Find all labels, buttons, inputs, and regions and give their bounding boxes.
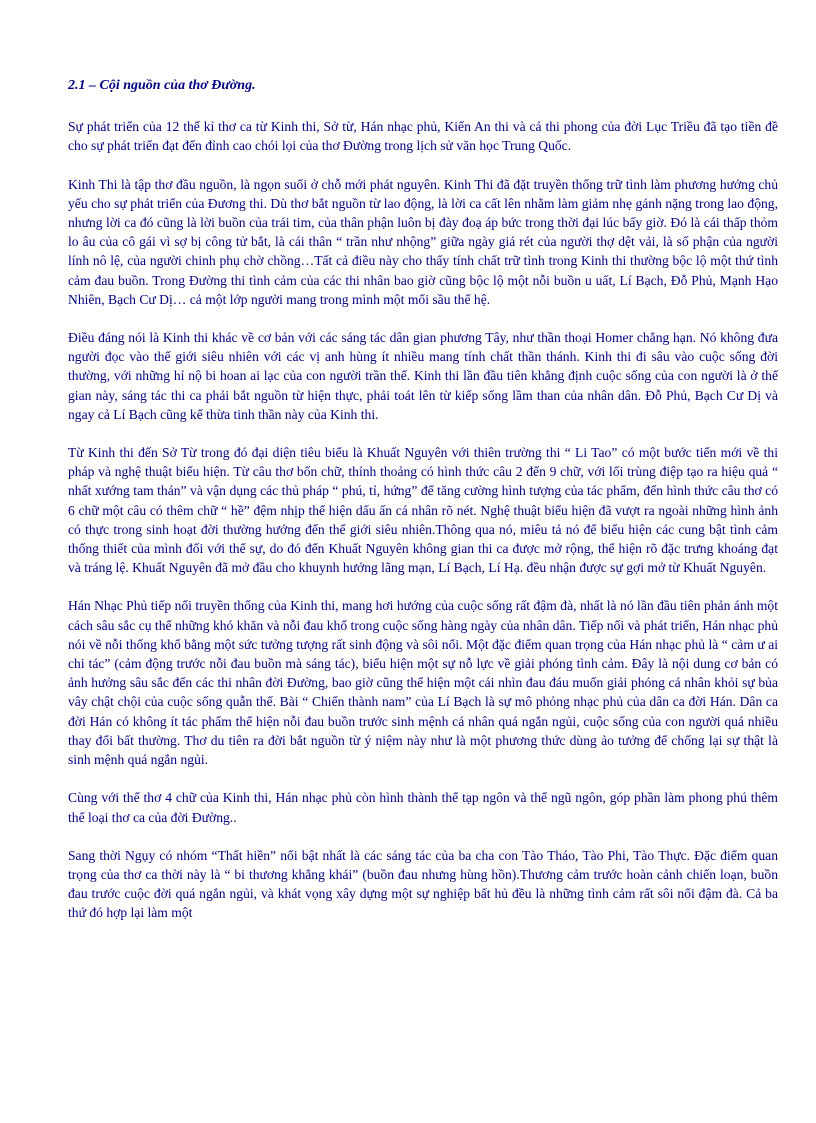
- paragraph-origins-overview: Sự phát triển của 12 thế kỉ thơ ca từ Kinh thi, Sở từ, Hán nhạc phủ, Kiến An thi và cả thi phong của đời Lục Triều đã tạo tiền đề cho sự phát triển đạt đến đỉnh cao chói lọi của thơ Đường trong lịch sử văn học Trung Quốc.: [68, 119, 778, 154]
- paragraph-kinh-thi-vs-west: Điều đáng nói là Kinh thi khác về cơ bản với các sáng tác dân gian phương Tây, như thần thoại Homer chẳng hạn. Nó không đưa người đọc vào thế giới siêu nhiên với các vị anh hùng ít nhiều mang tính chất thần thánh. Kinh thi đi sâu vào cuộc sống đời thường, với những hỉ nộ bi hoan ai lạc của con người trần thế. Kinh thi lần đầu tiên khẳng định cuộc sống của con người là ở thế gian này, sáng tác thi ca phải bắt nguồn từ hiện thực, phải toát lên từ kiếp sống lầm than của nhân dân. Đỗ Phủ, Bạch Cư Dị và ngay cả Lí Bạch cũng kế thừa tinh thần này của Kinh thi.: [68, 330, 778, 422]
- section-heading: 2.1 – Cội nguồn của thơ Đường.: [68, 78, 256, 93]
- paragraph-nguy-period: Sang thời Ngụy có nhóm “Thất hiền” nổi bật nhất là các sáng tác của ba cha con Tào Tháo, Tào Phi, Tào Thực. Đặc điểm quan trọng của thơ ca thời này là “ bi thương khẳng khái” (buồn đau nhưng hùng hồn).Thương cảm trước hoàn cảnh chiến loạn, buồn đau trước cuộc đời quá ngắn ngủi, và khát vọng xây dựng một sự nghiệp bất hủ đều là những tình cảm rất sôi nổi đậm đà. Cả ba thứ đó hợp lại làm một: [68, 847, 778, 921]
- document-page: [68, 76, 778, 923]
- paragraph-kinh-thi: Kinh Thi là tập thơ đầu nguồn, là ngọn suối ở chỗ mới phát nguyên. Kinh Thi đã đặt truyền thống trữ tình làm phương hướng chủ yếu cho sự phát triển của Đương thi. Dù thơ bắt nguồn từ lao động, là lời ca cất lên nhằm làm giảm nhẹ gánh nặng trong lao động, nhưng lời ca đó cũng là lời buồn của trái tim, của thân phận luôn bị đày đoạ áp bức trong thời đại lúc bấy giờ. Đó là cái thấp thỏm lo âu của cô gái vì sợ bị công tử bắt, là cái thân “ trần như nhộng” giữa ngày giá rét của người thợ dệt vải, là số phận của người lính nô lệ, của người chinh phụ chờ chồng…Tất cả điều này cho thấy tính chất trữ tình trong Kinh thi thường bộc lộ một thứ tình cảm đau buồn. Trong Đường thi tình cảm của các thi nhân bao giờ cũng bộc lộ một nỗi buồn u uất, Lí Bạch, Đỗ Phủ, Mạnh Hạo Nhiên, Bạch Cư Dị… cả một lớp người mang trong mình một mối sầu thế hệ.: [68, 176, 778, 307]
- paragraph-poetic-forms: Cùng với thể thơ 4 chữ của Kinh thi, Hán nhạc phủ còn hình thành thể tạp ngôn và thể ngũ ngôn, góp phần làm phong phú thêm thể loại thơ ca của đời Đường..: [68, 790, 778, 825]
- paragraph-han-nhac-phu: Hán Nhạc Phủ tiếp nối truyền thống của Kinh thi, mang hơi hướng của cuộc sống rất đậm đà, nhất là nó lần đầu tiên phản ánh một cách sâu sắc cụ thể những khó khăn và nỗi đau khổ trong cuộc sống hàng ngày của nhân dân. Tiếp nối và phát triển, Hán nhạc phủ nói về nỗi thống khổ bằng một sức tưởng tượng rất sinh động và sôi nổi. Một đặc điểm quan trọng của Hán nhạc phủ là “ cảm ư ai chi tác” (cảm động trước nỗi đau buồn mà sáng tác), biểu hiện một sự nỗ lực về giải phóng tình cảm. Đây là nội dung cơ bản có ảnh hưởng sâu sắc đến các thi nhân đời Đường, bao giờ cũng thể hiện một cái nhìn đau đáu muốn giải phóng cá nhân khỏi sự bủa vây chật chội của cuộc sống quẫn thế. Bài “ Chiến thành nam” của Lí Bạch là sự mô phỏng nhạc phủ của dân ca đời Hán. Dân ca đời Hán có không ít tác phẩm thể hiện nỗi đau buồn trước sinh mệnh cá nhân quá ngắn ngủi, cuộc sống của con người quá nhiều thay đổi bất thường. Thơ du tiên ra đời bắt nguồn từ ý niệm này như là một phương thức dùng ảo tưởng để chống lại sự thật là sinh mệnh quá ngắn ngủi.: [68, 598, 778, 768]
- paragraph-so-tu: Từ Kinh thi đến Sở Từ trong đó đại diện tiêu biểu là Khuất Nguyên với thiên trường thi “ Li Tao” có một bước tiến mới về thi pháp và nghệ thuật biểu hiện. Từ câu thơ bốn chữ, thỉnh thoảng có hình thức câu 2 đến 9 chữ, với lối trùng điệp tạo ra hiệu quả “ nhất xướng tam thán” và vận dụng các thủ pháp “ phú, tỉ, hứng” để tăng cường hình tượng của tác phẩm, đến hình thức câu thơ có 6 chữ một câu có thêm chữ “ hề” đệm nhịp thể hiện dấu ấn cá nhân rõ nét. Nghệ thuật biểu hiện đã vượt ra ngoài những hình ảnh có thực trong sinh hoạt đời thường hướng đến thế giới siêu nhiên.Thông qua nó, miêu tả nó để biểu hiện các cung bật tình cảm thống thiết của mình đối với thế sự, do đó đến Khuất Nguyên không gian thi ca được mở rộng, thể hiện rõ đặc trưng khoáng đạt và tráng lệ. Khuất Nguyên đã mở đầu cho khuynh hướng lãng mạn, Lí Bạch, Lí Hạ. đều nhận được sự gợi mở từ Khuất Nguyên.: [68, 445, 778, 576]
